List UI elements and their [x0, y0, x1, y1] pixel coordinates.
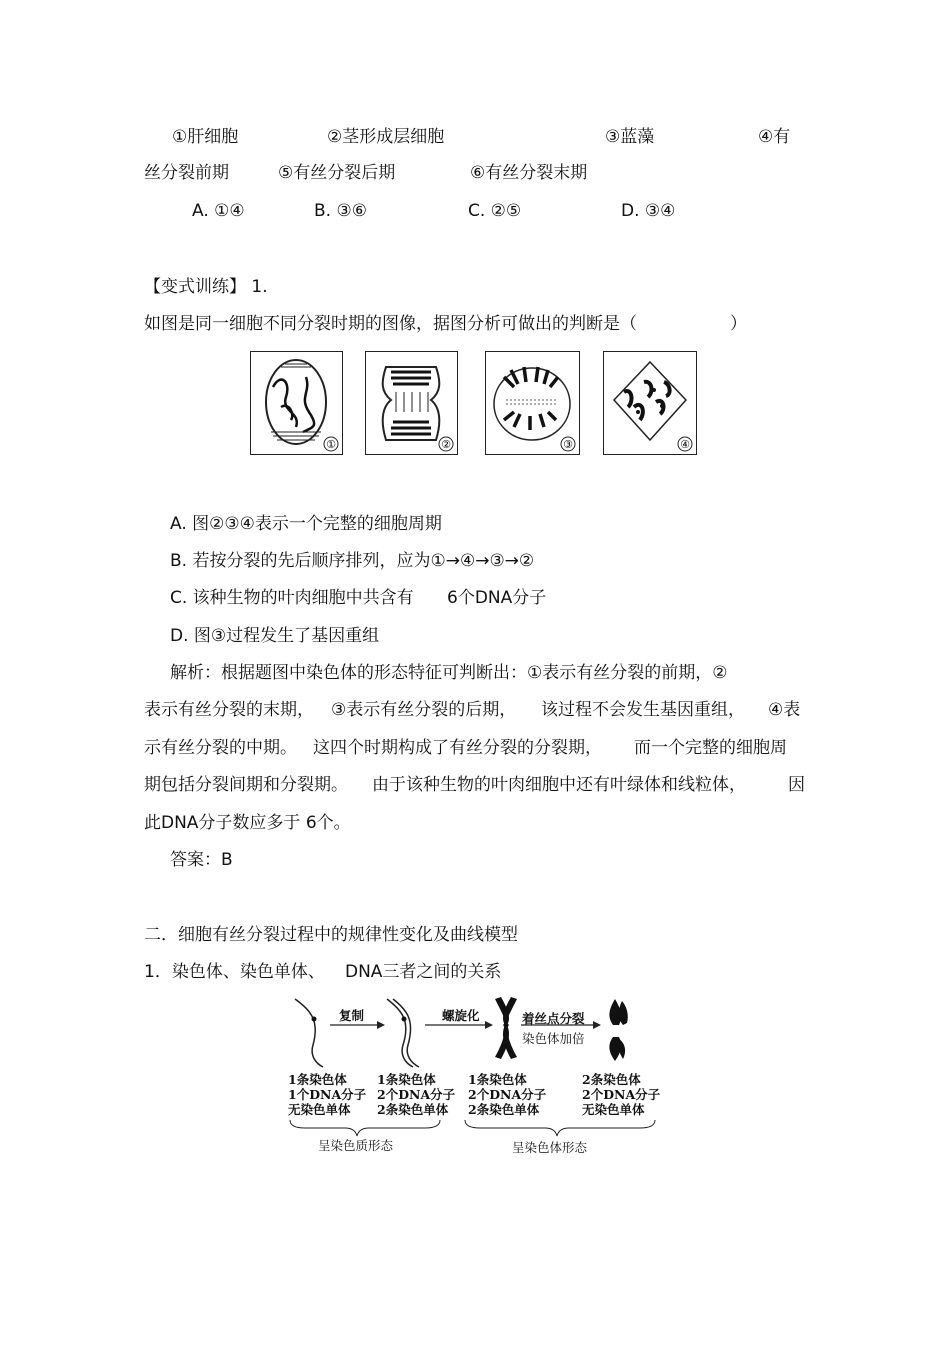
- answer-choice-c: C. ②⑤: [468, 201, 522, 221]
- col2-line-3: 2条染色单体: [377, 1102, 449, 1117]
- chromatin-single: [295, 999, 323, 1067]
- analysis-line-4b: 由于该种生物的叶肉细胞中还有叶绿体和线粒体，: [372, 775, 746, 795]
- col4-line-1: 2条染色体: [582, 1072, 641, 1087]
- option-cambium-cell: ②茎形成层细胞: [327, 127, 445, 147]
- option-prophase-start: ④有: [758, 127, 791, 147]
- option-prophase-end: 丝分裂前期: [144, 163, 229, 183]
- answer-choice-d: D. ③④: [621, 201, 676, 221]
- analysis-line-1: 解析：根据题图中染色体的形态特征可判断出：①表示有丝分裂的前期，②: [170, 663, 728, 683]
- col2-line-1: 1条染色体: [377, 1072, 436, 1087]
- answer-choice-a: A. ①④: [192, 201, 245, 221]
- fig-label-2: ②: [441, 438, 451, 451]
- option-anaphase: ⑤有丝分裂后期: [278, 163, 396, 183]
- analysis-line-4a: 期包括分裂间期和分裂期。: [144, 775, 348, 795]
- cell-figure-4: [603, 351, 697, 455]
- brace-chromatin: [290, 1120, 440, 1136]
- analysis-line-2a: 表示有丝分裂的末期，: [144, 700, 314, 720]
- fig-label-3: ③: [563, 438, 573, 451]
- cell-figure-2: [365, 351, 458, 455]
- cell-figure-3: [485, 351, 580, 455]
- col1-line-1: 1条染色体: [288, 1072, 347, 1087]
- arrow-label-replication: 复制: [339, 1008, 365, 1023]
- variant-choice-c-part2: 6个DNA分子: [447, 588, 547, 608]
- cell-figure-1: [250, 351, 343, 455]
- section2-sub1-b: DNA三者之间的关系: [345, 962, 502, 982]
- col4-line-2: 2个DNA分子: [582, 1087, 661, 1102]
- option-liver-cell: ①肝细胞: [172, 127, 239, 147]
- analysis-line-2d: ④表: [768, 700, 801, 720]
- variant-choice-a: A. 图②③④表示一个完整的细胞周期: [170, 514, 442, 534]
- fig-label-1: ①: [326, 438, 336, 451]
- col1-line-3: 无染色单体: [288, 1102, 351, 1117]
- option-telophase: ⑥有丝分裂末期: [470, 163, 588, 183]
- variant-question-close: ）: [730, 314, 747, 334]
- analysis-line-2c: 该过程不会发生基因重组，: [541, 700, 745, 720]
- arrow-label-chromosome-double: 染色体加倍: [522, 1031, 585, 1046]
- answer-choice-b: B. ③⑥: [314, 201, 367, 221]
- braces: [285, 1118, 665, 1138]
- answer-label: 答案：B: [170, 850, 233, 870]
- variant-choice-b: B. 若按分裂的先后顺序排列，应为①→④→③→②: [170, 551, 535, 571]
- fig-label-4: ④: [680, 438, 690, 451]
- variant-choice-c-part1: C. 该种生物的叶肉细胞中共含有: [170, 588, 414, 608]
- arrow-label-centromere-split: 着丝点分裂: [522, 1011, 585, 1026]
- brace-chromosome: [465, 1120, 655, 1136]
- col3-line-3: 2条染色单体: [468, 1102, 540, 1117]
- variant-choice-d: D. 图③过程发生了基因重组: [170, 626, 380, 646]
- analysis-line-3b: 这四个时期构成了有丝分裂的分裂期，: [313, 738, 602, 758]
- option-cyanobacteria: ③蓝藻: [605, 127, 655, 147]
- col3-line-1: 1条染色体: [468, 1072, 527, 1087]
- variant-heading: 【变式训练】 1.: [144, 277, 268, 297]
- brace-label-chromosome: 呈染色体形态: [512, 1140, 588, 1155]
- analysis-line-4c: 因: [788, 775, 805, 795]
- col1-line-2: 1个DNA分子: [288, 1087, 367, 1102]
- brace-label-chromatin: 呈染色质形态: [318, 1138, 394, 1153]
- variant-question: 如图是同一细胞不同分裂时期的图像，据图分析可做出的判断是（: [144, 314, 637, 334]
- analysis-line-2b: ③表示有丝分裂的后期，: [331, 700, 517, 720]
- col3-line-2: 2个DNA分子: [468, 1087, 547, 1102]
- analysis-line-3c: 而一个完整的细胞周: [634, 738, 787, 758]
- col4-line-3: 无染色单体: [582, 1102, 645, 1117]
- section2-title: 二．细胞有丝分裂过程中的规律性变化及曲线模型: [144, 925, 518, 945]
- chromosome-diagram: [285, 995, 665, 1073]
- analysis-line-3a: 示有丝分裂的中期。: [144, 738, 297, 758]
- section2-sub1-a: 1．染色体、染色单体、: [144, 962, 325, 982]
- analysis-line-5: 此DNA分子数应多于 6个。: [144, 813, 351, 833]
- col2-line-2: 2个DNA分子: [377, 1087, 456, 1102]
- arrow-label-spiralization: 螺旋化: [442, 1008, 480, 1023]
